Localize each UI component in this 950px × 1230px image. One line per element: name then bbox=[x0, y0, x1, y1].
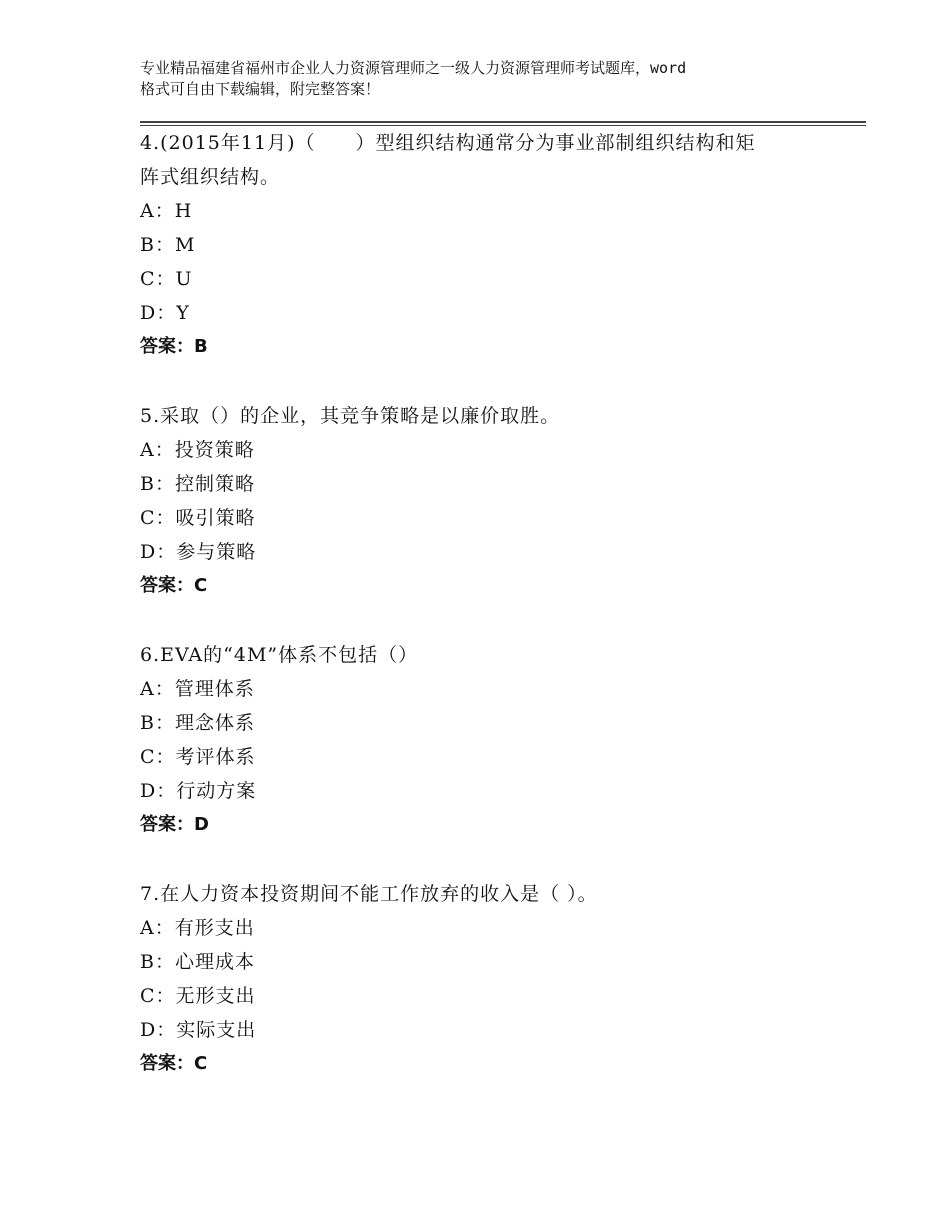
question-6 bbox=[140, 638, 820, 842]
header-line-1: 专业精品福建省福州市企业人力资源管理师之一级人力资源管理师考试题库，word bbox=[140, 59, 687, 77]
question-stem: 7.在人力资本投资期间不能工作放弃的收入是（ ）。 bbox=[140, 883, 598, 905]
answer: 答案：C bbox=[140, 575, 208, 596]
option-a: A：投资策略 bbox=[140, 439, 255, 461]
option-b: B：理念体系 bbox=[140, 712, 255, 734]
option-b: B：M bbox=[140, 234, 196, 256]
option-d: D：参与策略 bbox=[140, 541, 257, 563]
option-a: A：H bbox=[140, 200, 193, 222]
option-b: B：心理成本 bbox=[140, 951, 255, 973]
question-stem-continued: 阵式组织结构。 bbox=[140, 166, 281, 188]
option-c: C：吸引策略 bbox=[140, 507, 256, 529]
option-c: C：无形支出 bbox=[140, 985, 256, 1007]
option-d: D：实际支出 bbox=[140, 1019, 257, 1041]
option-d: D：Y bbox=[140, 302, 190, 324]
option-a: A：有形支出 bbox=[140, 917, 255, 939]
header-rule-thick bbox=[140, 121, 866, 123]
question-stem: 6.EVA的“4M”体系不包括（） bbox=[140, 644, 419, 666]
option-d: D：行动方案 bbox=[140, 780, 257, 802]
option-a: A：管理体系 bbox=[140, 678, 255, 700]
option-c: C：U bbox=[140, 268, 193, 290]
question-stem: 5.采取（）的企业，其竞争策略是以廉价取胜。 bbox=[140, 405, 561, 427]
answer: 答案：B bbox=[140, 336, 208, 357]
document-header bbox=[140, 58, 840, 100]
answer: 答案：C bbox=[140, 1053, 208, 1074]
answer: 答案：D bbox=[140, 814, 209, 835]
question-4 bbox=[140, 126, 820, 364]
option-b: B：控制策略 bbox=[140, 473, 255, 495]
question-7 bbox=[140, 877, 820, 1081]
question-5 bbox=[140, 399, 820, 603]
header-line-2: 格式可自由下载编辑，附完整答案！ bbox=[140, 80, 381, 98]
option-c: C：考评体系 bbox=[140, 746, 256, 768]
question-stem: 4.(2015年11月)（ ）型组织结构通常分为事业部制组织结构和矩 bbox=[140, 132, 756, 154]
